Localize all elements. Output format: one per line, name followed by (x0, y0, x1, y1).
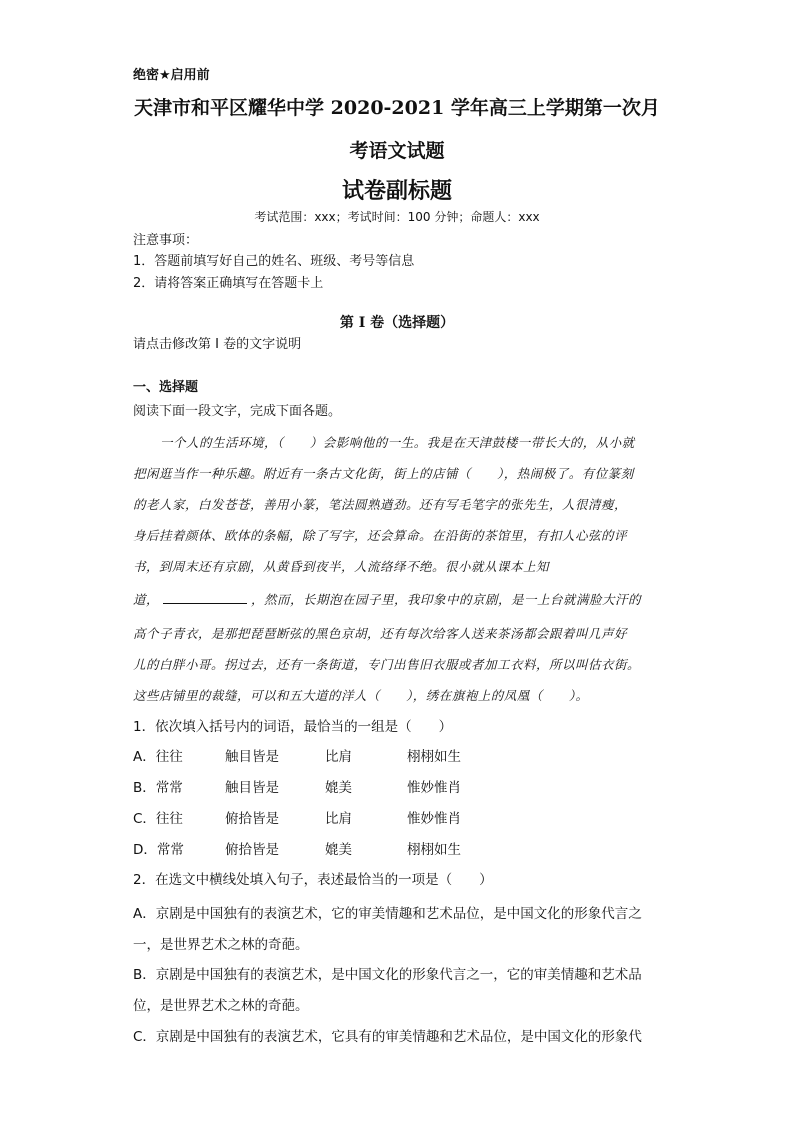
option-word: 比肩 (325, 811, 352, 827)
question-2-stem: 2．在选文中横线处填入句子，表述最恰当的一项是（ ） (133, 872, 493, 888)
question-2-option-a-cont[interactable]: 一，是世界艺术之林的奇葩。 (133, 937, 309, 953)
exam-subtitle: 试卷副标题 (341, 178, 452, 204)
passage-text: 道， (133, 592, 160, 607)
question-2-option-b-cont[interactable]: 位，是世界艺术之林的奇葩。 (133, 998, 309, 1014)
option-word: 媲美 (325, 780, 352, 796)
exam-meta: 考试范围：xxx；考试时间：100 分钟；命题人：xxx (254, 210, 540, 224)
volume-hint[interactable]: 请点击修改第 I 卷的文字说明 (133, 337, 302, 352)
question-1-stem: 1．依次填入括号内的词语，最恰当的一组是（ ） (133, 719, 453, 735)
option-word: 俯拾皆是 (225, 811, 279, 827)
option-word: 比肩 (325, 749, 352, 765)
question-2-option-b[interactable]: B．京剧是中国独有的表演艺术，是中国文化的形象代言之一，它的审美情趣和艺术品 (133, 967, 642, 983)
exam-title-line1: 天津市和平区耀华中学 2020-2021 学年高三上学期第一次月 (134, 97, 660, 119)
passage-line: 书，到周末还有京剧，从黄昏到夜半，人流络绎不绝。很小就从课本上知 (133, 559, 550, 574)
option-word: 栩栩如生 (407, 842, 461, 858)
question-2-option-a[interactable]: A．京剧是中国独有的表演艺术，它的审美情趣和艺术品位，是中国文化的形象代言之 (133, 906, 642, 922)
section-heading: 一、选择题 (133, 380, 199, 395)
option-label: B．常常 (133, 780, 183, 796)
option-word: 触目皆是 (225, 749, 279, 765)
passage-text: ，然而，长期泡在园子里，我印象中的京剧，是一上台就满脸大汗的 (251, 592, 642, 607)
section-instruction: 阅读下面一段文字，完成下面各题。 (133, 404, 342, 419)
option-word: 俯拾皆是 (225, 842, 279, 858)
passage-line: 儿的白胖小哥。拐过去，还有一条街道，专门出售旧衣服或者加工衣料，所以叫估衣街。 (133, 657, 641, 672)
option-word: 惟妙惟肖 (407, 811, 461, 827)
volume-title: 第 I 卷（选择题） (339, 315, 455, 331)
passage-line: 高个子青衣，是那把琵琶断弦的黑色京胡，还有每次给客人送来茶汤都会跟着叫几声好 (133, 626, 628, 641)
exam-title-line2: 考语文试题 (349, 140, 445, 162)
option-word: 惟妙惟肖 (407, 780, 461, 796)
option-word: 栩栩如生 (407, 749, 461, 765)
note-item: 2．请将答案正确填写在答题卡上 (133, 276, 324, 291)
option-label: D．常常 (133, 842, 184, 858)
option-label: A．往往 (133, 749, 183, 765)
answer-blank[interactable] (163, 591, 247, 604)
question-2-option-c[interactable]: C．京剧是中国独有的表演艺术，它具有的审美情趣和艺术品位，是中国文化的形象代 (133, 1029, 642, 1045)
passage-line: 一个人的生活环境，（ ）会影响他的一生。我是在天津鼓楼一带长大的，从小就 (160, 435, 635, 450)
notes-heading: 注意事项： (133, 233, 199, 248)
note-item: 1．答题前填写好自己的姓名、班级、考号等信息 (133, 254, 415, 269)
option-word: 触目皆是 (225, 780, 279, 796)
confidential-label: 绝密★启用前 (133, 68, 210, 83)
passage-line: 这些店铺里的裁缝，可以和五大道的洋人（ ），绣在旗袍上的凤凰（ ）。 (133, 688, 589, 703)
passage-line: 身后挂着颜体、欧体的条幅，除了写字，还会算命。在沿街的茶馆里，有扣人心弦的评 (133, 528, 628, 543)
option-word: 媲美 (325, 842, 352, 858)
passage-line-with-blank (133, 590, 641, 608)
option-label: C．往往 (133, 811, 183, 827)
passage-line: 的老人家，白发苍苍，善用小篆，笔法圆熟遒劲。还有写毛笔字的张先生，人很清瘦， (133, 497, 628, 512)
passage-line: 把闲逛当作一种乐趣。附近有一条古文化街，街上的店铺（ ），热闹极了。有位篆刻 (133, 466, 634, 481)
